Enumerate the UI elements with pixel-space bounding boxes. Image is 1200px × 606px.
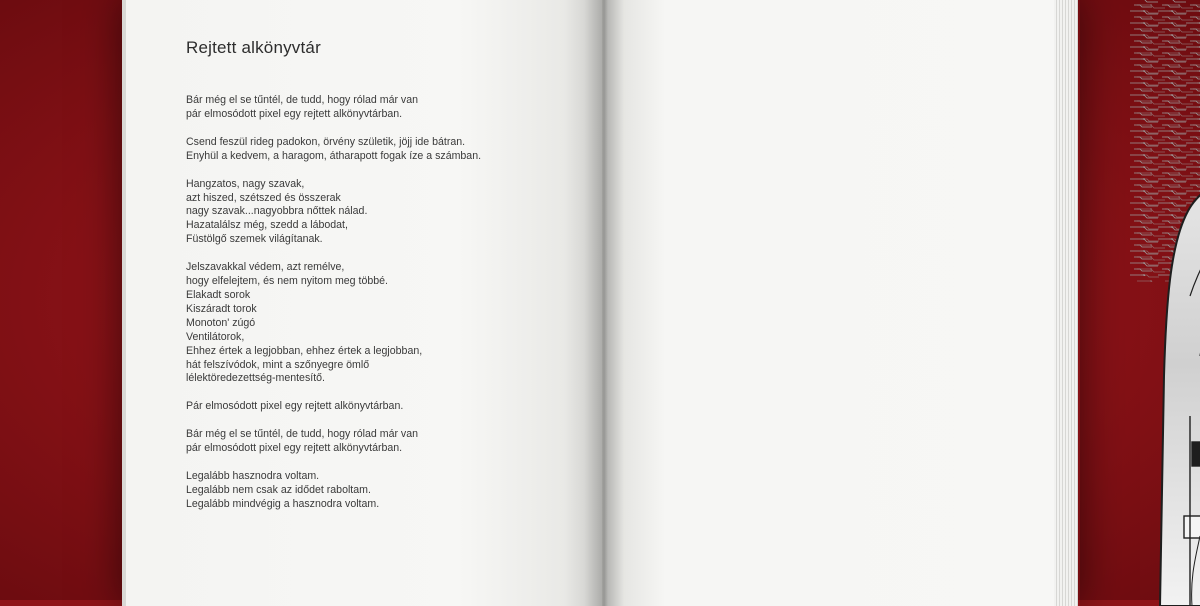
poem-line: Bár még el se tűntél, de tudd, hogy rólad már van (186, 428, 419, 441)
page-edges (1054, 0, 1078, 606)
poem-line: Enyhül a kedvem, a haragom, átharapott fogak íze a számban. (186, 149, 482, 162)
poem-line: pár elmosódott pixel egy rejtett alkönyvtárban. (186, 442, 403, 455)
poem-title: Rejtett alkönyvtár (186, 38, 321, 57)
open-book (122, 0, 1080, 606)
poem-line: Elakadt sorok (186, 288, 251, 301)
poem-stanza (186, 94, 566, 122)
poem-line: Bár még el se tűntél, de tudd, hogy rólad már van (186, 94, 419, 106)
book-spine (584, 0, 624, 606)
poem-line: Pár elmosódott pixel egy rejtett alkönyvtárban. (186, 400, 404, 413)
poem-line: pár elmosódott pixel egy rejtett alkönyvtárban. (186, 107, 403, 120)
poem-line: Kiszáradt torok (186, 302, 257, 315)
poem-line: nagy szavak...nagyobbra nőttek nálad. (186, 205, 368, 218)
poem-stanza (186, 178, 566, 248)
poem-line: Csend feszül rideg padokon, örvény születik, jöjj ide bátran. (186, 135, 466, 148)
poem-stanza (186, 400, 566, 414)
poem-line: Hangzatos, nagy szavak, (186, 177, 305, 190)
poem-stanza (186, 261, 566, 386)
left-page (126, 0, 602, 606)
poem-line: Ventilátorok, (186, 330, 245, 343)
poem-stanza (186, 136, 566, 164)
poem-body (186, 94, 566, 526)
poem-line: Füstölgő szemek világítanak. (186, 233, 323, 246)
poem-line: Legalább nem csak az idődet raboltam. (186, 483, 371, 496)
poem-line: hát felszívódok, mint a szőnyegre ömlő (186, 358, 370, 371)
poem-line: Jelszavakkal védem, azt remélve, (186, 261, 345, 274)
poem-stanza (186, 428, 566, 456)
poem-line: hogy elfelejtem, és nem nyitom meg többé. (186, 275, 388, 288)
poem-line: azt hiszed, szétszed és összerak (186, 191, 341, 204)
poem-line: Legalább mindvégig a hasznodra voltam. (186, 497, 380, 510)
poem-line: Ehhez értek a legjobban, ehhez értek a legjobban, (186, 344, 423, 357)
poem-line: lélektöredezettség-mentesítő. (186, 372, 325, 385)
poem-line: Legalább hasznodra voltam. (186, 470, 320, 483)
right-page (602, 0, 1054, 606)
poem-line: Hazatalálsz még, szedd a lábodat, (186, 219, 348, 232)
poem-stanza (186, 470, 566, 512)
poem-line: Monoton' zúgó (186, 316, 256, 329)
illustration (1130, 0, 1200, 606)
